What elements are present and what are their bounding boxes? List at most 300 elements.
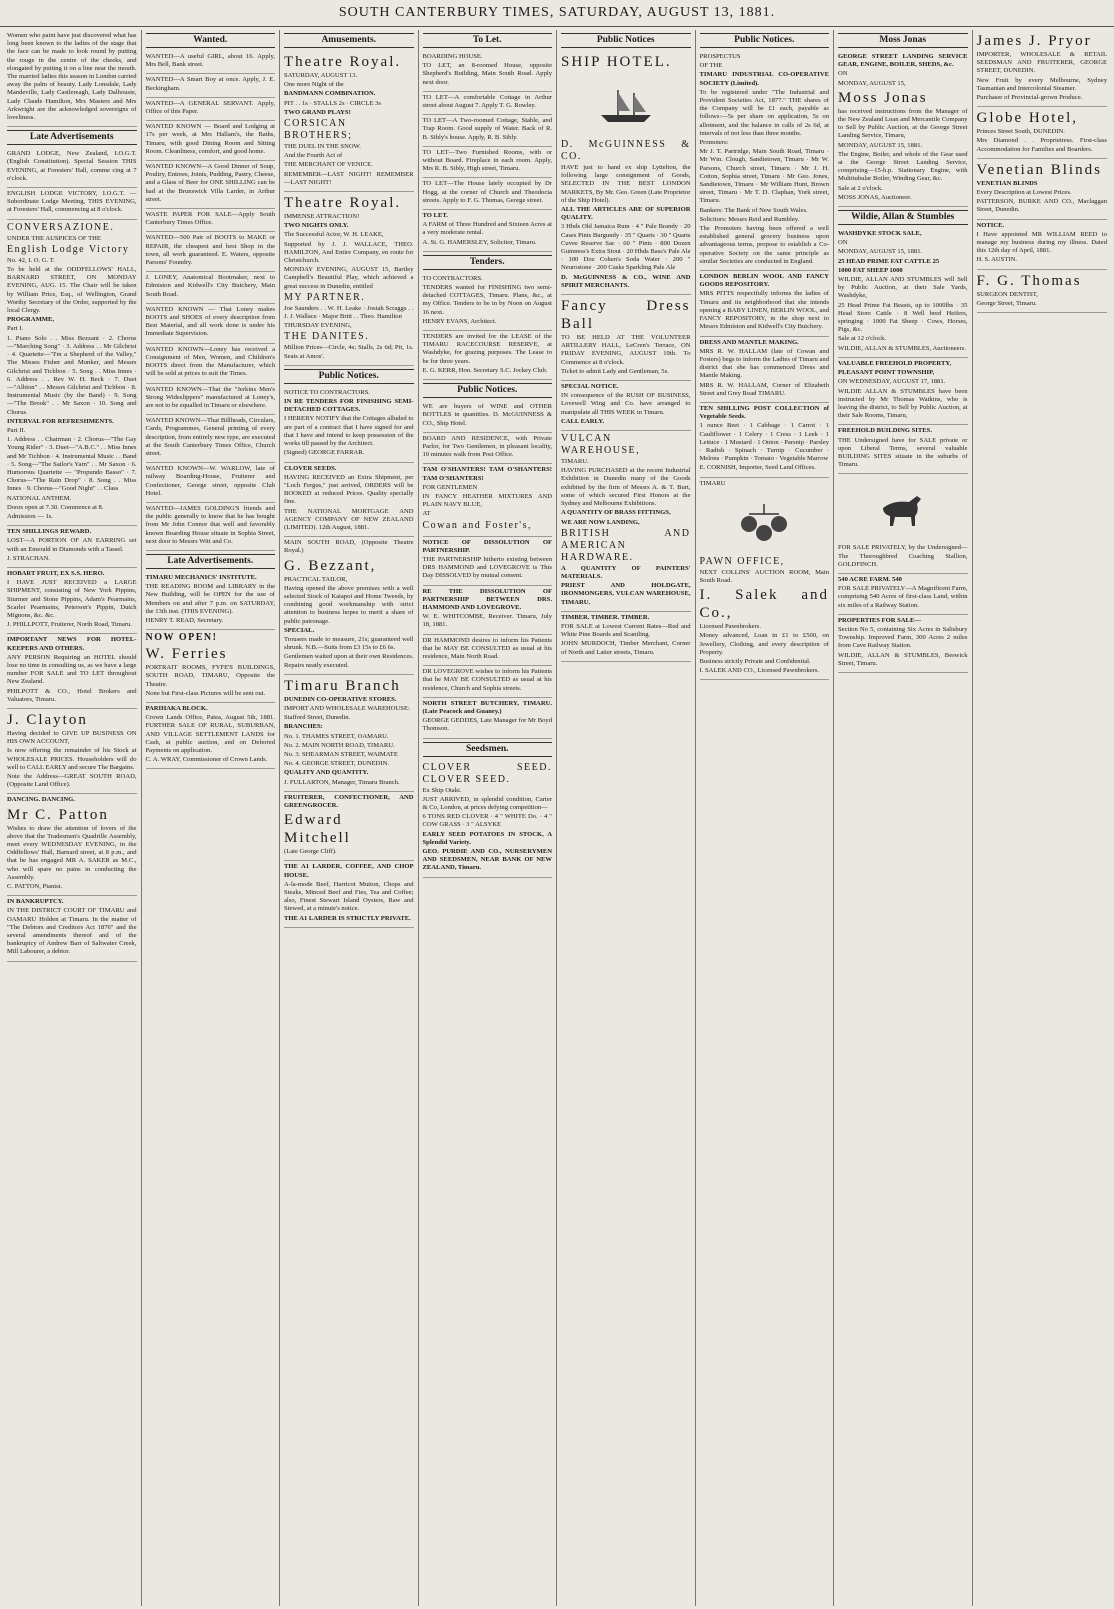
hammond-body: DR HAMMOND desires to inform his Patients that he MAY BE CONSULTED as usual at his residence, Main North Road. [422,636,552,660]
programme-heading: PROGRAMME, [7,316,55,324]
masthead: SOUTH CANTERBURY TIMES, SATURDAY, AUGUST 13, 1881. [0,0,1114,27]
to-let-2: TO LET—A comfortable Cottage in Arthur street about August 7. Apply T. G. Rowley. [422,93,552,110]
farm-ad [423,210,553,252]
moss-monday: MONDAY, AUGUST 15, 1881. [838,141,923,149]
clover-seed-heading: CLOVER SEED. CLOVER SEED. [422,761,552,785]
bankruptcy-heading: IN BANKRUPTCY. [7,898,64,906]
mcguinness-signature: D. McGUINNESS & CO., WINE AND SPIRIT MERCHANTS. [561,273,691,289]
wildie-heading: Wildie, Allan & Stumbles [838,210,968,225]
properties-body: Section No 5, containing Six Acres in Salisbury Township. Improved Farm, 300 Acres 2 miles from Cave Railway Station. [838,625,968,650]
salek-confidential: Business strictly Private and Confidential. [699,657,811,665]
bandmann-combination: BANDMANN COMBINATION. [284,90,376,98]
coop-title: TIMARU INDUSTRIAL CO-OPERATIVE SOCIETY (Limited). [699,71,829,87]
grand-plays: TWO GRAND PLAYS! [284,108,351,116]
parihaka-heading: PARIHAKA BLOCK. [145,704,208,712]
clover-seeds-ad [284,463,414,538]
call-early: CALL EARLY. [561,417,605,425]
tender-1-signature: HENRY EVANS, Architect. [422,317,497,325]
clayton-body: Is now offering the remainder of his Stock at WHOLESALE PRICES. Householders will do well to CALL EARLY and secure The Bargains. [7,747,137,771]
farm-signature: A. St. G. HAMERSLEY, Solicitor, Timaru. [422,238,537,246]
dunedin-coop: DUNEDIN CO-OPERATIVE STORES. [284,695,397,703]
hallam-signature: MRS R. W. HALLAM, Corner of Elizabeth Street and Grey Road TIMARU. [699,381,829,397]
to-let-1: TO LET, an 8-roomed House, opposite Shepherd's Building, Main South Road. Apply next door. [422,62,552,86]
part-two-label: Part II. [7,426,26,434]
conversazione-ad [7,220,137,527]
hardware: BRITISH AND AMERICAN HARDWARE. [561,527,691,563]
superior-quality: ALL THE ARTICLES ARE OF SUPERIOR QUALITY. [561,206,691,222]
seed-collection-ad [700,403,830,478]
properties-signature: WILDIE, ALLAN & STUMBLES, Beswick Street, Timaru. [838,651,968,667]
intro-article [7,30,137,127]
patton-body: Wishes to draw the attention of lovers of the above that the Tradesmen's Quadrille Assembly, meet every WEDNESDAY EVENING, in the Oddfellows' Hall, Barnard street, at 8 p.m., and that he has engaged MR A. SAKER as M.C., who will spare no pains in conducting the Assembly. [7,824,137,881]
solicitors: Solicitors: Messrs Reid and Rumbley. [699,215,800,223]
import-warehouse: IMPORT AND WHOLESALE WAREHOUSE: [284,704,410,712]
cornish-signature: E. CORNISH, Importer, Seed Land Offices. [699,464,816,472]
globe-hotel-ad [977,107,1108,159]
column-8 [973,30,1112,1606]
bankruptcy-ad [7,896,137,961]
moss-title: Moss Jonas [838,89,928,106]
tender-2-signature: E. G. KERR, Hon. Secretary S.C. Jockey Club. [422,366,548,374]
ferries-title: W. Ferries [145,646,228,663]
timber-heading: TIMBER. TIMBER. TIMBER. [561,613,650,621]
bankruptcy-body: IN THE DISTRICT COURT OF TIMARU and OAMARU Holden at Timaru. In the matter of "The Debtors and Creditors Act 1876" and the several amendments thereof and of the bankruptcy of Andrew Barr of Saltwater Creek, Mill Labourer, a debtor. [7,907,137,956]
conversazione-lodge-number: No. 42, I. O. G. T. [7,256,55,264]
conversazione-body: To be held at the ODDFELLOWS' HALL, BARNARD STREET, ON MONDAY EVENING, AUG. 15. The Chair will be taken by William Price, Esq., of Wellington, Grand Worthy Secretary of the Order, supported by the local Clergy. [7,266,137,315]
to-let-ad-4 [423,147,553,179]
washdyke-date: MONDAY, AUGUST 15, 1881. [838,248,923,256]
thursday-evening: THURSDAY EVENING, [284,322,352,330]
fruiterer-heading: FRUITERER, CONFECTIONER, AND GREENGROCER. [284,793,414,809]
tam-at: AT [422,510,431,518]
thomas-title: F. G. Thomas [976,272,1082,289]
english-lodge-text: ENGLISH LODGE VICTORY, I.O.G.T. — Subordinate Lodge Meeting, THIS EVENING, at Foresters' Hall, commencing at 8 o'clock. [7,190,137,214]
contractors-heading: NOTICE TO CONTRACTORS. [284,388,370,396]
stafford-street: Stafford Street, Dunedin. [284,714,351,722]
notice-body: I Have appointed MR WILLIAM REED to manage my business during my illness. Dated this 12th day of April, 1881. [976,230,1107,255]
part-one-label: Part I. [7,325,24,333]
column-7 [834,30,973,1606]
ball-title: Fancy Dress Ball [561,298,691,333]
board-residence-ad [423,433,553,465]
column-3 [280,30,419,1606]
pleasant-point-ad [838,358,968,425]
board-body: BOARD AND RESIDENCE, with Private Parlor, for Two Gentlemen, in pleasant locality, 10 minutes walk from Post Office. [422,434,552,459]
moss-on: ON [838,70,848,78]
hotel-body: ANY PERSON Requiring an HOTEL should lose no time in consulting us, as we have a large number FOR SALE and TO LET throughout New Zealand. [7,653,137,686]
tam-oshanters-ad [423,464,553,536]
theatre-prices: PIT . . 1s · STALLS 2s · CIRCLE 3s [284,99,381,107]
berlin-wool-heading: LONDON BERLIN WOOL AND FANCY GOODS REPOSITORY. [699,273,829,289]
mitchell-title: Edward Mitchell [284,812,351,847]
now-open: NOW OPEN! [145,632,218,644]
moss-sale-time: Sale at 2 o'clock. [838,184,883,192]
wanted-11-text: WANTED KNOWN—That the "Jerkins Men's Strong Wideslippers" manufactured at Loney's, are not to be equalled in Timaru or elsewhere. [145,385,275,409]
venetian-title: Venetian Blinds [976,161,1102,178]
cowan-fosters: Cowan and Foster's, [422,519,532,531]
column-6 [696,30,835,1606]
monday-play: MONDAY EVENING, AUGUST 15, Bartley Campbell's Beautiful Play, which achieved a great success in Dunedin, entitled [284,266,414,290]
theatre-royal-ad [284,51,414,192]
promoters-label: Promoters: [699,139,729,147]
tam-body: IN FANCY HEATHER MIXTURES AND PLAIN NAVY BLUE, [422,492,552,509]
branches-heading: BRANCHES: [284,723,323,731]
thomas-subtitle: SURGEON DENTIST, [976,290,1038,298]
seedsmen-heading: Seedsmen. [423,742,553,757]
wanted-ad-9 [146,304,276,344]
re-tenders-body: I HEREBY NOTIFY that the Cottages alluded to are part of a contract that I have signed for and that I have and intend to keep possession of the works till passed by the Architect. [284,415,414,448]
contractors-notice [284,387,414,463]
tender-2-body: TENDERS are invited for the LEASE of the TIMARU RACECOURSE RESERVE, at Washdyke, for grazing purposes. The Lease to be for three years. [422,333,552,365]
reward-heading: TEN SHILLINGS REWARD. [7,528,92,536]
ball-tickets: Ticket to admit Lady and Gentleman, 5s. [561,367,669,375]
clover-heading: CLOVER SEEDS. [284,464,337,472]
moss-jonas-heading: Moss Jonas [838,33,968,48]
cast-list: Joe Saunders . . W. H. Leake · Josiah Scraggs . . J. J. Wallace · Major Britt . . Theo. Hamilton [284,304,414,321]
timaru-branch: Timaru Branch [284,677,401,694]
re-tenders: IN RE TENDERS FOR FINISHING SEMI-DETACHED COTTAGES. [284,398,414,414]
dress-mantle-ad [700,337,830,403]
public-notices-heading-col4: Public Notices. [423,383,553,398]
dancing-heading: DANCING. DANCING. [7,796,75,804]
seed-collection-heading: TEN SHILLING POST COLLECTION of Vegetable Seeds. [699,404,829,421]
special-notice-ad [561,381,691,431]
farm-540-ad [838,574,968,615]
brass-fittings: A QUANTITY OF BRASS FITTINGS, [561,509,671,517]
notice-ad [977,220,1108,270]
mcguinness-body: HAVE just to hand ex ship Lyttelton, the following large consignment of Goods, SELECTED IN THE BEST LONDON MARKETS, By Mr. Geo. Green (Late Proprietor of the Ship Hotel). [561,164,691,204]
bottles-body: WE are buyers of WINE and OTHER BOTTLES in quantities. D. McGUINNESS & CO., Ship Hotel. [422,403,552,427]
amusements-heading: Amusements. [284,33,414,48]
conversazione-title: CONVERSAZIONE. [7,221,115,233]
hobart-signature: J. PHILLPOTT, Fruiterer, North Road, Timaru. [7,621,132,629]
vulcan-town: TIMARU. [561,458,589,466]
fat-cattle: 25 HEAD PRIME FAT CATTLE 25 [838,257,940,265]
salek-subtitle: Licensed Pawnbrokers. [699,623,762,631]
columns [3,30,1111,1606]
public-notices-heading-col3: Public Notices. [284,369,414,384]
to-let-ad-2 [423,92,553,115]
bezzant-gentlemen: Gentlemen waited upon at their own Residences. Repairs neatly executed. [284,653,414,669]
special-body: IN consequence of the RUSH OF BUSINESS, Lovewell Wing and Co. have arranged to manipulate all THIS WEEK in Timaru. [561,392,691,416]
supporting-cast: Supported by J. J. WALLACE, THEO. HAMILTON, And Entire Company, en route for Christchurch. [284,240,414,265]
promoters-list: Mr J. T. Partridge, Main South Road, Timaru · Mr Wm. Clough, Sandietown, Timaru · Mr W. Parsons, Church street, Timaru · Mr J. H. Cotton, Sophia street, Timaru · Mr Geo. Jones, Sandietown, Timaru · Mr William Hunt, Brown street, Timaru · Mr T. D. Claphan, York street, Timaru. [699,148,829,205]
salek-body: Money advanced, Loan in £1 to £500, on Jewellery, Clothing, and every description of Property. [699,632,829,656]
to-let-ad-5 [423,178,553,210]
wanted-ad-5 [146,161,276,209]
pawn-office-ad [700,478,830,681]
clayton-ad [7,709,137,794]
washdyke-heading: WASHDYKE STOCK SALE, [838,230,922,238]
venetian-blinds-ad [977,159,1108,220]
wanted-14-text: WANTED—JAMES GOLDING'S friends and the public generally to know that he has bought from Mr John Connor that well and favorably known Boarding House situate in Sophia Street, next door to Messrs Witt and Co. [145,504,275,545]
wanted-ad-10 [146,344,276,384]
pawnbroker-balls-icon [734,492,794,552]
theatre-royal-ad-2 [284,192,414,366]
to-let-4: TO LET—Two Furnished Rooms, with or without Board. Fireplace in each room. Apply, Mrs R. B. Sibly, High street, Timaru. [422,148,552,173]
moss-date: MONDAY, AUGUST 15, [838,79,906,87]
mcguinness-title: D. McGUINNESS & CO. [561,139,691,162]
quality-quantity: QUALITY AND QUANTITY. [284,769,369,777]
pitts-body: MRS PITTS respectfully informs the ladies of Timaru and its neighborhood that she intends opening a BABY LINEN, BERLIN WOOL, and FANCY REPOSITORY, in the shop next to Messrs Edmiston and Kidwell's City Butchery. [699,290,829,331]
english-lodge-ad [7,188,137,220]
pryor-subtitle: IMPORTER, WHOLESALE & RETAIL SEEDSMAN AND FRUITERER, GEORGE STREET, DUNEDIN. [976,51,1107,75]
interval-label: INTERVAL FOR REFRESHMENTS. [7,417,114,425]
wanted-1-text: WANTED—A useful GIRL, about 16. Apply, Mrs Bell, Bank street. [145,53,275,69]
dissolution-heading: NOTICE OF DISSOLUTION OF PARTNERSHIP. [422,538,552,554]
late-advertisements-heading-2: Late Advertisements. [146,554,276,569]
fourth-act: And the Fourth Act of [284,152,343,160]
properties-ad [838,615,968,673]
parihaka-ad [146,703,276,769]
branch-2: No. 2. MAIN NORTH ROAD, TIMARU. [284,741,395,749]
theatre-title-2: Theatre Royal. [284,195,402,212]
hammond-ad [423,635,553,667]
intro-text: Women who paint have just discovered what has long been known to the ladies of the stage that the face can be made to look round by putting the rouge in the centre of the cheeks, and elongated by putting it on a line near the mouth. The married ladies this season in London carried away the palm of beauty. Lady Lonsdale, Lady Mandeville, Lady Castlereagh, Lady Dalhousie, Lady Claude Hamilton, Mrs Masters and Mrs Arkwright are the acknowledged sovereigns of loveliness. [7,32,137,122]
moss-engine: The Engine, Boiler, and whole of the Gear used at the George Street Landing Service, comprising—15-h.p. Stationary Engine, with Multitubular Boiler, Winding Gear, &c. [838,150,968,183]
my-partner: MY PARTNER. [284,291,366,303]
pawn-town: TIMARU [699,479,726,487]
wanted-ad-14 [146,503,276,551]
hotel-heading: IMPORTANT NEWS FOR HOTEL-KEEPERS AND OTHERS. [7,636,137,652]
coop-body: To be registered under "The Industrial and Provident Societies Act, 1877." THE shares of the Company will be £1 each, payable as follows:—5s per share on application, 5s on allotment, and the balance in calls of 2s 6d, at intervals of not less than three months. [699,88,829,137]
hobart-fruit-ad [7,568,137,634]
hobart-body: I HAVE JUST RECEIVED a LARGE SHIPMENT, consisting of New York Pippins, Sturmer and Stone Pippins, Adam's Pearmains, Scarlet Pearmains, Peterson's Pippin, Dutch Mignons, &c. &c. [7,579,137,619]
washdyke-on: ON [838,239,848,247]
dancing-ad [7,794,137,896]
ferries-ad [146,630,276,703]
wanted-10-text: WANTED KNOWN—Loney has received a Consignment of Men, Women, and Children's BOOTS direct from the Manufacturer, which will be sold at prices to suit the Times. [145,345,275,378]
ball-body: TO BE HELD AT THE VOLUNTEER ARTILLERY HALL, LeCren's Terrace, ON FRIDAY EVENING, AUGUST 19th. To Commence at 8 o'clock. [561,334,691,366]
priest-holdgate: PRIEST AND HOLDGATE, IRONMONGERS, VULCAN WAREHOUSE, TIMARU. [561,582,691,606]
lovegrove-body: DR LOVEGROVE wishes to inform his Patients that he MAY BE CONSULTED as usual at his residence, Church and Sophia streets. [422,668,552,692]
hobart-heading: HOBART FRUIT, EX S.S. HERO. [7,569,105,577]
patton-title: Mr C. Patton [7,806,109,823]
wanted-5-text: WANTED KNOWN—A Good Dinner of Soup, Poultry, Entrees, Joints, Pudding, Pastry, Cheese, and a Glass of Beer for ONE SHILLING can be had at the Brunswick Villa Larder, in Arthur street. [145,163,275,203]
ferries-subtitle: PORTRAIT ROOMS, FYFE'S BUILDINGS, SOUTH ROAD, TIMARU, Opposite the Theatre. [145,664,275,688]
globe-body: Mrs Diamond . . Proprietress. First-class Accommodation for Families and Boarders. [976,137,1107,153]
to-let-ad-3 [423,115,553,147]
dunedin-coop-ad [284,675,414,792]
theatre-night: One more Night of the [284,81,344,89]
mechanics-body: THE READING ROOM and LIBRARY in the New Building, will be OPEN for the use of Members on and after 7 p.m. on SATURDAY, the 13th inst. (THIS EVENING). [145,583,275,615]
branch-1: No. 1. THAMES STREET, OAMARU. [284,732,389,740]
parihaka-body: Crown Lands Office, Patea, August 5th, 1881. FURTHER SALE OF RURAL, SUBURBAN, AND VILLAGE SETTLEMENT LANDS for Cash, at public auction, and on Deferred Payments on application. [145,714,275,754]
mitchell-ad [284,792,414,862]
wanted-8-text: J. LONEY, Anatomical Bootmaker, next to Edmiston and Kidwell's City Butchery, Main South Road. [145,274,275,298]
column-1 [3,30,142,1606]
re-dissolution-signature: W. E. WHITCOMBE, Receiver. Timaru, July 18, 1881. [422,613,552,629]
wanted-ad-13 [146,463,276,503]
coop-details: The Promoters having been offered a well established general grocery business upon advantageous terms, propose to establish a Co-operative Society on the same principle as similar Societies are conducted in England. [699,225,829,265]
dissolution-body: THE PARTNERSHIP hitherto existing between DRS HAMMOND and LOVEGROVE is This Day DISSOLVED by mutual consent. [422,555,552,580]
acre-farm-body: FOR SALE PRIVATELY—A Magnificent Farm, comprising 540 Acres of first-class Land, within six miles of a Railway Station. [838,585,968,609]
acre-farm-heading: 540 ACRE FARM. 540 [838,575,902,583]
lovegrove-ad [423,666,553,698]
wanted-ad-6 [146,209,276,232]
wanted-ad-7 [146,232,276,272]
bottles-ad [423,401,553,433]
wanted-ad-12 [146,415,276,463]
boarding-house-heading: BOARDING HOUSE. [422,53,483,60]
pryor-purchaser: Purchaser of Provincial-grown Produce. [976,94,1083,102]
pleasant-point: PLEASANT POINT TOWNSHIP, [838,369,935,377]
coop-prospectus-ad [700,51,830,271]
moss-subtitle: GEORGE STREET LANDING SERVICE GEAR, ENGINE, BOILER, SHEDS, &c. [838,53,968,69]
seed-collection-list: 1 ounce Beet · 1 Cabbage · 1 Carrot · 1 Cauliflower · 1 Celery · 1 Cress · 1 Leek · 1 Lettuce · 1 Mustard · 1 Onion · Parsnip · Parsley · Radish · Spinach · Turnip · Cucumber · Melons · Pumpkin · Tomato · Vegetable Marrow [699,422,829,463]
stallion-body: FOR SALE PRIVATELY, by the Undersigned—The Thoroughbred Coaching Stallion, GOLDFINCH. [838,544,968,568]
butchery-ad [423,698,553,739]
vulcan-warehouse-ad [561,431,691,612]
late-advertisements-heading: Late Advertisements [7,130,137,145]
timber-ad [561,612,691,662]
conversazione-lodge: English Lodge Victory [7,243,130,255]
venetian-signature: PATTERSON, BURKE AND CO., Maclaggan Street, Dunedin. [976,198,1107,214]
wanted-3-text: WANTED—A GENERAL SERVANT. Apply, Office of this Paper. [145,99,275,116]
notice-heading: NOTICE. [976,221,1005,229]
wanted-4-text: WANTED KNOWN — Board and Lodging at 17s per week, at Mrs Hallam's, the Baths, Timaru, with good Dining Room and Sitting Room. Cleanliness, comfort, and good home. [145,123,275,155]
building-sites-heading: FREEHOLD BUILDING SITES. [838,427,932,435]
patton-signature: C. PATTON, Pianist. [7,883,63,891]
prospectus-label: PROSPECTUS [699,53,741,60]
butchery-heading: NORTH STREET BUTCHERY, TIMARU. (Late Peacock and Guaney.) [422,699,552,715]
tender-ad-2 [423,331,553,380]
part-two-items: 1. Address . . Chairman · 2. Chorus—"The Gay Young Rider" · 3. Duet—"A.B.C." . . Miss Innes and Mr Tichbon · 4. Instrumental Music . . Band · 5. Song—"The Sailor's Yarn" . . Mr Saxon · 6. Humorous Quartette — "Propundo Basso" · 7. Chorus—"The Rain Drop" · 8. Song . . Miss Innes · 9. Chorus—"Good Night" . . Class [7,436,137,493]
million-prices: Million Prices—Circle, 4s; Stalls, 2s 6d; Pit, 1s. Seats at Amos'. [284,344,414,360]
doors-open: Doors open at 7.30. Commence at 8. [7,503,104,511]
fullarton-signature: J. FULLARTON, Manager, Timaru Branch. [284,778,400,786]
special-heading: SPECIAL NOTICE. [561,383,619,391]
stallion-ad [838,474,968,574]
berlin-wool-ad [700,271,830,336]
farm-heading: TO LET. [422,212,448,220]
pleasant-body: WILDIE ALLAN & STUMBLES have been instructed by Mr Thomas Watkins, who is leaving the district, to Sell by Public Auction, at their Sale Rooms, Timaru, [838,387,968,420]
larder-heading: THE A1 LARDER, COFFEE, AND CHOP HOUSE. [284,863,414,879]
wanted-ad-1 [146,51,276,74]
ferries-body: None but First-class Pictures will be sent out. [145,689,266,697]
farm-body: A FARM of Three Hundred and Sixteen Acres at a very moderate rental. [422,221,552,237]
mechanics-heading: TIMARU MECHANICS' INSTITUTE. [145,573,257,581]
clover-seed-list: 6 TONS RED CLOVER · 4 " WHITE Do. · 4 " COW GRASS · 3 " ALSYKE [422,813,552,829]
reward-body: LOST—A PORTION OF AN EARRING set with an Emerald in Diamonds with a Tassel. [7,537,137,553]
hotel-signature: PHILPOTT & CO., Hotel Brokers and Valuators, Timaru. [7,687,137,703]
moss-body: has received instructions from the Manager of the New Zealand Loan and Mercantile Company to Sell by Public Auction, at the George Street Landing Service, Timaru, [838,107,968,140]
clover-seed-ship: Ex Ship Otaki. [422,786,462,794]
washdyke-body: WILDIE, ALLAN AND STUMBLES will Sell by Public Auction, at their Sale Yards, Washdyke, [838,276,968,300]
clover-body: HAVING RECEIVED an Extra Shipment, per "Loch Fergus," just arrived, ORDERS will be BOOKED at reduced Prices. Quality specially fine. [284,473,414,506]
danites: THE DANITES. [284,331,370,343]
hotel-keepers-ad [7,634,137,709]
dentist-ad [977,270,1108,313]
clayton-subtitle: Having decided to GIVE UP BUSINESS ON HIS OWN ACCOUNT, [7,730,137,746]
wildie-signature: WILDIE, ALLAN & STUMBLES, Auctioneers. [838,344,967,352]
wanted-13-text: WANTED KNOWN—W. WARLOW, late of railway Boarding-House, Fruiterer and Confectioner, George street, opposite Club Hotel. [145,465,275,497]
ship-icon [596,75,656,135]
bezzant-title: G. Bezzant, [284,557,377,574]
parihaka-signature: C. A. WRAY, Commissioner of Crown Lands. [145,756,268,764]
salek-title: I. Salek and Co., [699,587,829,622]
public-notices-heading-col5: Public Notices [561,33,691,48]
clover-seed-ad [423,760,553,878]
bezzant-address: MAIN SOUTH ROAD, (Opposite Theatre Royal.) [284,539,414,555]
tam-for: FOR GENTLEMEN [422,483,478,491]
vulcan-body: HAVING PURCHASED at the recent Industrial Exhibition in Dunedin many of the Goods exhibited by the firm of Messrs A. & T. Burt, some of which secured First Honors at the Sydney and Melbourne Exhibitions. [561,467,691,508]
venetian-subtitle: VENETIAN BLINDS [976,179,1038,187]
wanted-ad-3 [146,98,276,121]
globe-title: Globe Hotel, [976,110,1078,127]
bezzant-trade: PRACTICAL TAILOR, [284,575,348,583]
reward-ad [7,526,137,568]
part-one-items: 1. Piano Solo . . Miss Bezzant · 2. Chorus—"Marching Song" · 3. Address . . Mr Gilchrist · 4. Quartette—"I'm a Shepherd of the Valley," The Misses Fisher and Munker, and Messrs Gilchrist and Tichbon · 5. Song . . Miss Innes · 6. Address . . Rev W. H. Beck · 7. Duet—"Albion" . . Messrs Gilchrist and Tichbon · 8. Instrumental Music (by the Band) · 9. Song—"The Brook" . . Mr Saxon · 10. Song and Chorus [7,334,137,416]
thomas-address: George Street, Timaru. [976,299,1037,307]
last-night: REMEMBER—LAST NIGHT! REMEMBER—LAST NIGHT! [284,170,414,186]
fat-sheep: 1000 FAT SHEEP 1000 [838,266,903,274]
clover-seed-body: JUST ARRIVED, in splendid condition, Carter & Co, London, at prices defying competition— [422,795,552,811]
corsican-brothers: CORSICAN BROTHERS; [284,118,353,142]
purdie-signature: GEO. PURDIE AND CO., NURSERYMEN AND SEEDSMEN, NEAR BANK OF NEW ZEALAND, Timaru. [422,848,552,872]
pleasant-date: ON WEDNESDAY, AUGUST 17, 1881. [838,378,946,386]
bankers: Bankers: The Bank of New South Wales. [699,206,808,214]
moss-jonas-ad [838,51,968,207]
to-let-5: TO LET—The House lately occupied by Dr Hogg, at the corner of Church and Theodocia streets. Apply to F. G. Thomas, George street. [422,180,552,204]
duel-in-snow: THE DUEL IN THE SNOW. [284,143,361,151]
pawn-office-title: PAWN OFFICE, [699,555,785,567]
clayton-address: Note the Address—GREAT SOUTH ROAD, (Opposite Land Office). [7,773,137,789]
vulcan-title: VULCAN WAREHOUSE, [561,433,641,457]
conversazione-subtitle: UNDER THE AUSPICES OF THE [7,234,101,242]
tenders-heading: Tenders. [423,255,553,270]
wanted-7-text: WANTED—500 Pair of BOOTS to MAKE or REPAIR, the cheapest and best Shop in the town, all work guaranteed. E. Waters, opposite Parsons' Foundry. [145,234,275,267]
clayton-title: J. Clayton [7,712,88,729]
bezzant-special: SPECIAL. [284,626,315,634]
washdyke-list: 25 Head Prime Fat Beasts, up to 1000lbs · 35 Head Store Cattle · 8 Well bred Heifers, springing · 1000 Fat Sheep · Cows, Horses, Pigs, &c. [838,301,968,334]
tender-ad-1 [423,273,553,331]
notice-signature: H. S. AUSTIN. [976,256,1017,264]
branch-4: No. 4. GEORGE STREET, DUNEDIN. [284,760,390,768]
wanted-ad-2 [146,74,276,97]
dress-heading: DRESS AND MANTLE MAKING. [699,338,799,346]
dissolution-ad [423,537,553,586]
washdyke-sale-time: Sale at 12 o'clock. [838,335,887,343]
immense-attraction: IMMENSE ATTRACTION! [284,213,360,221]
branch-3: No. 3. SHEARMAN STREET, WAIMATE [284,750,398,758]
to-let-heading: To Let. [423,33,553,48]
two-nights: TWO NIGHTS ONLY. [284,222,349,230]
boarding-house-ad [423,51,553,92]
bezzant-ad [284,537,414,675]
mechanics-signature: HENRY T. READ, Secretary. [145,616,224,624]
wanted-ad-8 [146,272,276,304]
column-2 [142,30,281,1606]
larder-private: THE A1 LARDER IS STRICTLY PRIVATE. [284,914,411,922]
wanted-heading: Wanted. [146,33,276,48]
horse-icon [873,480,933,540]
painters-materials: A QUANTITY OF PAINTERS' MATERIALS. [561,564,691,580]
re-dissolution-heading: RE THE DISSOLUTION OF PARTNERSHIP BETWEEN DRS. HAMMOND AND LOVEGROVE. [422,587,552,611]
now-landing: WE ARE NOW LANDING, [561,518,640,526]
building-sites-ad [838,425,968,474]
building-sites-body: THE Undersigned have for SALE private or upon Liberal Terms, several valuable BUILDING SITES situate in the suburbs of Timaru. [838,436,968,469]
wanted-12-text: WANTED KNOWN—That Billheads, Circulars, Cards, Programmes, General printing of every description, from entirely new type, are executed at the South Canterbury Times Office, Church street. [145,417,275,457]
column-5 [557,30,696,1606]
wanted-ad-4 [146,121,276,161]
freehold-heading: VALUABLE FREEHOLD PROPERTY, [838,359,952,367]
washdyke-sale-ad [838,228,968,358]
grand-lodge-ad [7,148,137,188]
mcguinness-stock-list: 3 Hhds Old Jamaica Rum · 4 " Pale Brandy · 20 Cases Pints Burgundy · 35 " Quarts · 30 " Quarts Cuvee Reserve Sac · 60 " Pints · 800 Dozen Guinness's Extra Stout · 20 Hhds Bass's Pale Ale · 100 Doz Cohen's Soda Water · 200 " Neurostone · 200 Casks Sparkling Pale Ale [561,223,691,272]
murdoch-signature: JOHN MURDOCH, Timber Merchant, Corner of North and Latter streets, Timaru. [561,640,691,656]
wanted-9-text: WANTED KNOWN — That Loney makes BOOTS and SHOES of every description from Best Material, and all work done is under his Immediate Supervision. [145,305,275,338]
